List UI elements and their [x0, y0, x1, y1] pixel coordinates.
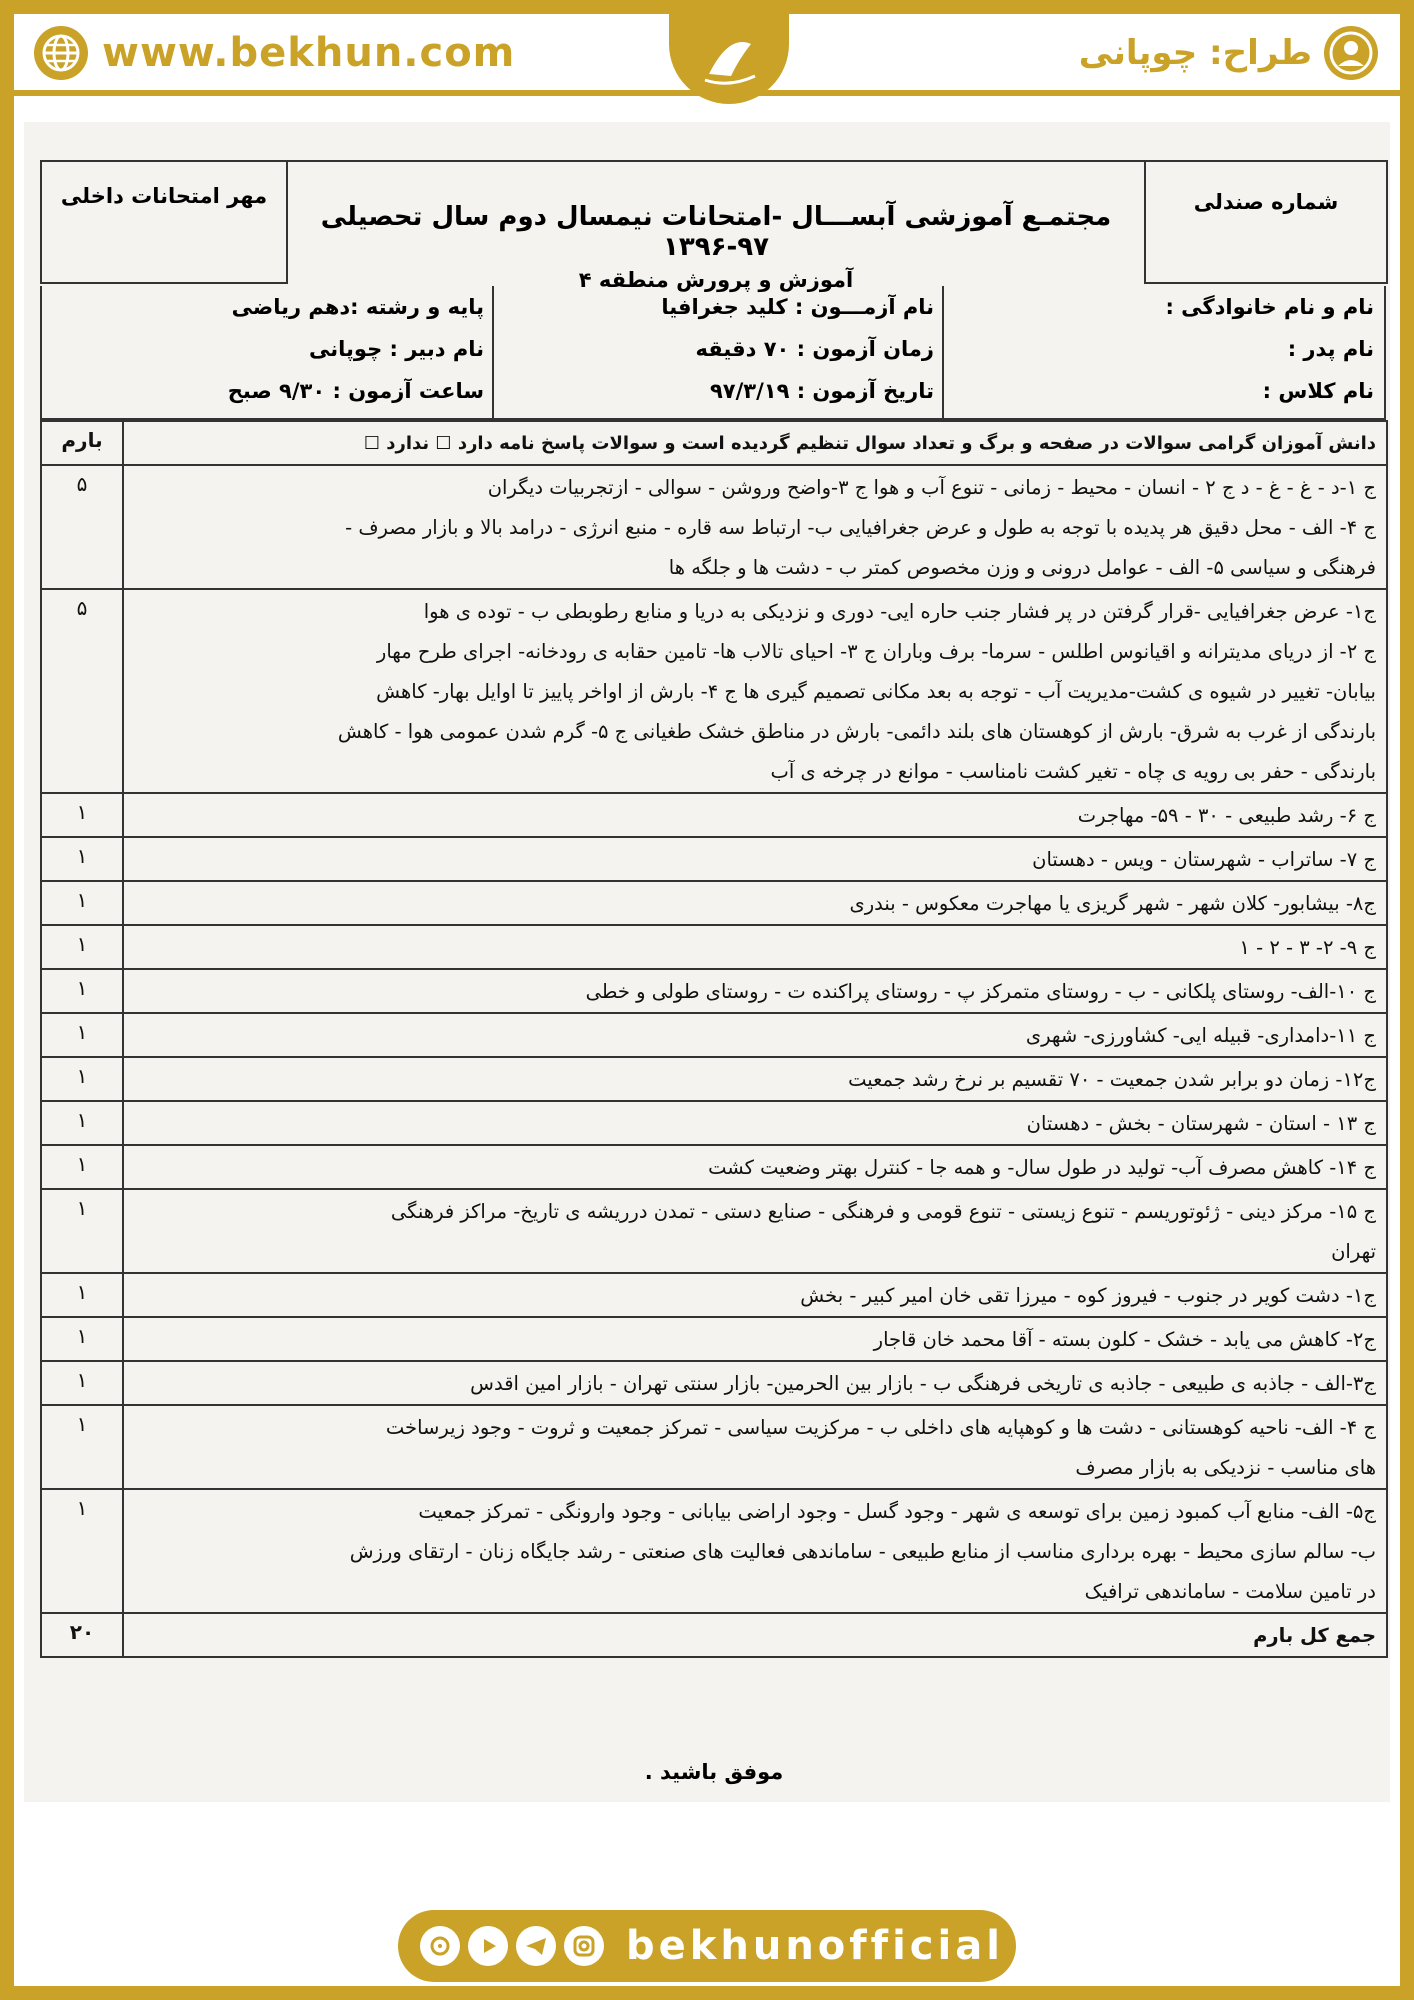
exam-date: تاریخ آزمون : ۹۷/۳/۱۹: [709, 379, 934, 403]
answer-line: ج۸- بیشابور- کلان شهر - شهر گریزی یا مهاجرت معکوس - بندری: [849, 892, 1376, 915]
site-url: www.bekhun.com: [102, 30, 516, 76]
answer-mark: ۱: [41, 1317, 123, 1361]
answer-row: [41, 1145, 1387, 1189]
answer-line: ج ۶- رشد طبیعی - ۳۰ - ۵۹- مهاجرت: [1077, 804, 1376, 827]
seal-box: [40, 160, 288, 284]
exam-name: نام آزمـــون : کلید جغرافیا: [661, 295, 934, 319]
designer-name: طراح: چوپانی: [1078, 33, 1312, 73]
seal-label: مهر امتحانات داخلی: [60, 184, 268, 208]
answer-row: [41, 1101, 1387, 1145]
answer-line: ج۲- کاهش می یابد - خشک - کلون بسته - آقا محمد خان قاجار: [873, 1328, 1376, 1351]
answer-mark: ۱: [41, 1057, 123, 1101]
answer-line: ج ۷- ساتراب - شهرستان - ویس - دهستان: [1032, 848, 1376, 871]
answer-line: تهران: [1331, 1240, 1376, 1263]
grade-field: پایه و رشته :دهم ریاضی: [231, 295, 484, 319]
answer-text: [123, 1145, 1387, 1189]
answer-line: ب- سالم سازی محیط - بهره برداری مناسب از منابع طبیعی - ساماندهی فعالیت های صنعتی - رشد جایگاه زنان - ارتقای ورزش: [349, 1540, 1376, 1563]
exam-title: مجتمـع آموزشی آبســـال -امتحانات نیمسال دوم سال تحصیلی ۹۷-۱۳۹۶: [320, 202, 1112, 262]
answer-row: [41, 1013, 1387, 1057]
answer-line: ج ۱۴- کاهش مصرف آب- تولید در طول سال- و همه جا - کنترل بهتر وضعیت کشت: [708, 1156, 1376, 1179]
answer-text: [123, 589, 1387, 793]
answer-line: ج ۱۱-دامداری- قبیله ایی- کشاورزی- شهری: [1025, 1024, 1376, 1047]
answer-row: [41, 925, 1387, 969]
answer-line: های مناسب - نزدیکی به بازار مصرف: [1075, 1456, 1376, 1479]
answer-line: ج۵- الف- منابع آب کمبود زمین برای توسعه ی شهر - وجود گسل - وجود اراضی بیابانی - وجود وارونگی - تمرکز جمعیت: [418, 1500, 1376, 1523]
answer-line: ج ۱۳ - استان - شهرستان - بخش - دهستان: [1026, 1112, 1376, 1135]
answer-line: ج ۱۵- مرکز دینی - ژئوتوریسم - تنوع زیستی - تنوع قومی و فرهنگی - صنایع دستی - تمدن درریشه ی تاریخ- مراکز فرهنگی: [390, 1200, 1376, 1223]
answer-row: [41, 1273, 1387, 1317]
footer-handle[interactable]: bekhunofficial: [626, 1923, 1004, 1969]
answer-row: [41, 465, 1387, 589]
student-name-field: نام و نام خانوادگی :: [1165, 295, 1374, 319]
answer-line: ج۱۲- زمان دو برابر شدن جمعیت - ۷۰ تقسیم بر نرخ رشد جمعیت: [848, 1068, 1376, 1091]
answer-text: [123, 793, 1387, 837]
answer-text: [123, 881, 1387, 925]
instructions: دانش آموزان گرامی سوالات در صفحه و برگ و تعداد سوال تنظیم گردیده است و سوالات پاسخ نامه دارد ☐ ندارد ☐: [123, 421, 1387, 465]
instructions-row: [41, 421, 1387, 465]
total-value: ۲۰: [41, 1613, 123, 1657]
class-name-field: نام کلاس :: [1262, 379, 1374, 403]
answer-line: ج ۲- از دریای مدیترانه و اقیانوس اطلس - سرما- برف وباران ج ۳- احیای تالاب ها- تامین حقابه ی رودخانه- اجرای طرح مهار: [376, 640, 1376, 663]
answer-text: [123, 1273, 1387, 1317]
answer-row: [41, 793, 1387, 837]
answer-row: [41, 969, 1387, 1013]
answer-mark: ۵: [41, 465, 123, 589]
exam-fields: [492, 286, 944, 420]
answer-text: [123, 465, 1387, 589]
answer-text: [123, 1405, 1387, 1489]
answer-row: [41, 837, 1387, 881]
answer-mark: ۱: [41, 1189, 123, 1273]
answer-mark: ۱: [41, 969, 123, 1013]
bekhun-logo: [669, 14, 789, 104]
answer-line: ج ۴- الف - محل دقیق هر پدیده با توجه به طول و عرض جغرافیایی ب- ارتباط سه قاره - منبع انرژی - درامد بالا و بازار مصرف -: [345, 516, 1376, 539]
father-name-field: نام پدر :: [1287, 337, 1374, 361]
answer-line: ج ۴- الف- ناحیه کوهستانی - دشت ها و کوهپایه های داخلی ب - مرکزیت سیاسی - تمرکز جمعیت و ثروت - وجود زیرساخت: [385, 1416, 1376, 1439]
answer-line: بارندگی از غرب به شرق- بارش از کوهستان های بلند دائمی- بارش در مناطق خشک طغیانی ج ۵- گرم شدن عمومی هوا - کاهش: [337, 720, 1376, 743]
answer-mark: ۱: [41, 1361, 123, 1405]
aparat-icon[interactable]: [420, 1926, 460, 1966]
answer-line: ج۱- دشت کویر در جنوب - فیروز کوه - میرزا تقی خان امیر کبیر - بخش: [800, 1284, 1376, 1307]
student-fields: [942, 286, 1384, 420]
answer-mark: ۱: [41, 1273, 123, 1317]
answer-row: [41, 1317, 1387, 1361]
answer-mark: ۱: [41, 1013, 123, 1057]
exam-duration: زمان آزمون : ۷۰ دقیقه: [695, 337, 934, 361]
answer-text: [123, 925, 1387, 969]
answer-row: [41, 1361, 1387, 1405]
instagram-icon[interactable]: [564, 1926, 604, 1966]
answer-mark: ۵: [41, 589, 123, 793]
answer-mark: ۱: [41, 1405, 123, 1489]
answer-table: [40, 420, 1388, 1658]
answer-text: [123, 1361, 1387, 1405]
exam-subtitle: آموزش و پرورش منطقه ۴: [578, 268, 854, 292]
answer-row: [41, 1405, 1387, 1489]
answer-mark: ۱: [41, 837, 123, 881]
site-link[interactable]: [34, 26, 515, 80]
answer-line: ج۱- عرض جغرافیایی -قرار گرفتن در پر فشار جنب حاره ایی- دوری و نزدیکی به دریا و منابع رطوبطی ب - توده ی هوا: [423, 600, 1376, 623]
answer-mark: ۱: [41, 793, 123, 837]
mark-header: بارم: [41, 421, 123, 465]
globe-icon: [34, 26, 88, 80]
answer-line: ج۳-الف - جاذبه ی طبیعی - جاذبه ی تاریخی فرهنگی ب - بازار بین الحرمین- بازار سنتی تهران - بازار امین اقدس: [470, 1372, 1376, 1395]
answer-text: [123, 1101, 1387, 1145]
closing-message: موفق باشید .: [644, 1760, 784, 1784]
answer-mark: ۱: [41, 1101, 123, 1145]
total-row: [41, 1613, 1387, 1657]
answer-mark: ۱: [41, 1489, 123, 1613]
answer-text: [123, 837, 1387, 881]
answer-row: [41, 881, 1387, 925]
answer-row: [41, 1489, 1387, 1613]
footer-social-bar: [398, 1910, 1016, 1982]
answer-text: [123, 1057, 1387, 1101]
designer-label: [1079, 26, 1378, 80]
answer-text: [123, 969, 1387, 1013]
answer-row: [41, 1057, 1387, 1101]
user-icon: [1324, 26, 1378, 80]
seat-label: شماره صندلی: [1193, 190, 1339, 214]
seat-box: [1144, 160, 1388, 284]
answer-line: بارندگی - حفر بی رویه ی چاه - تغیر کشت نامناسب - موانع در چرخه ی آب: [770, 760, 1376, 783]
answer-line: فرهنگی و سیاسی ۵- الف - عوامل درونی و وزن مخصوص کمتر ب - دشت ها و جلگه ها: [668, 556, 1376, 579]
answer-row: [41, 589, 1387, 793]
student-info: [40, 286, 1386, 420]
answer-text: [123, 1189, 1387, 1273]
answer-text: [123, 1489, 1387, 1613]
exam-time: ساعت آزمون : ۹/۳۰ صبح: [227, 379, 484, 403]
teacher-name: نام دبیر : چوپانی: [309, 337, 484, 361]
answer-line: ج ۱-د - غ - غ - د ج ۲ - انسان - محیط - زمانی - تنوع آب و هوا ج ۳-واضح وروشن - سوالی - ازتجربیات دیگران: [487, 476, 1376, 499]
class-fields: [44, 286, 494, 420]
answer-text: [123, 1013, 1387, 1057]
answer-row: [41, 1189, 1387, 1273]
total-label: جمع کل بارم: [123, 1613, 1387, 1657]
answer-text: [123, 1317, 1387, 1361]
exam-title-box: [288, 160, 1144, 292]
answer-line: ج ۱۰-الف- روستای پلکانی - ب - روستای متمرکز پ - روستای پراکنده ت - روستای طولی و خطی: [585, 980, 1376, 1003]
answer-line: در تامین سلامت - ساماندهی ترافیک: [1084, 1580, 1376, 1603]
youtube-icon[interactable]: [468, 1926, 508, 1966]
answer-line: ج ۹- ۲- ۳ - ۲ - ۱: [1239, 936, 1376, 959]
header-bar: [14, 14, 1400, 96]
answer-line: بیابان- تغییر در شیوه ی کشت-مدیریت آب - توجه به بعد مکانی تصمیم گیری ها ج ۴- بارش از اواخر پاییز تا اوایل بهار- کاهش: [376, 680, 1376, 703]
answer-mark: ۱: [41, 925, 123, 969]
telegram-icon[interactable]: [516, 1926, 556, 1966]
answer-mark: ۱: [41, 1145, 123, 1189]
answer-mark: ۱: [41, 881, 123, 925]
